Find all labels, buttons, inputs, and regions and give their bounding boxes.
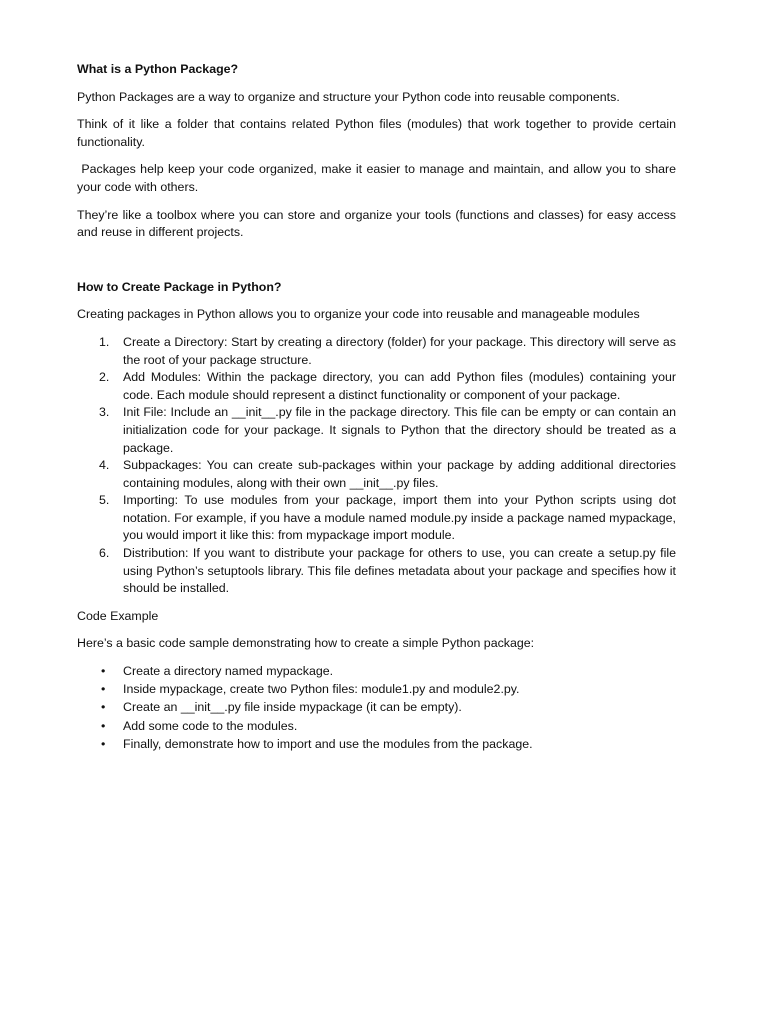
- bullet-list: [77, 663, 676, 753]
- list-item-text: Add some code to the modules.: [123, 718, 298, 733]
- bullet-icon: •: [101, 700, 106, 715]
- list-item: [77, 681, 676, 699]
- list-item: [77, 457, 676, 492]
- list-item-text: Distribution: If you want to distribute your package for others to use, you can create a setup.py file using Python’s setuptools library. This file defines metadata about your package and specifies how it should be installed.: [123, 546, 676, 596]
- spacer: [77, 252, 676, 279]
- list-item: [77, 699, 676, 717]
- document-body: [77, 61, 676, 754]
- list-item-number: 3.: [99, 405, 110, 420]
- list-item-number: 1.: [99, 334, 110, 349]
- list-item-text: Inside mypackage, create two Python files: module1.py and module2.py.: [123, 682, 520, 697]
- list-item-number: 6.: [99, 546, 110, 561]
- list-item-text: Init File: Include an __init__.py file in the package directory. This file can be empty or can contain an initialization code for your package. It signals to Python that the directory should be treated as a package.: [123, 405, 676, 455]
- list-item-number: 5.: [99, 493, 110, 508]
- paragraph: Creating packages in Python allows you to organize your code into reusable and manageable modules: [77, 307, 640, 322]
- list-item: [77, 718, 676, 736]
- list-item-text: Create a Directory: Start by creating a directory (folder) for your package. This directory will serve as the root of your package structure.: [123, 334, 676, 367]
- numbered-steps-list: [77, 334, 676, 598]
- bullet-icon: •: [101, 664, 106, 679]
- list-item: [77, 545, 676, 598]
- list-item: [77, 663, 676, 681]
- list-item-text: Create an __init__.py file inside mypackage (it can be empty).: [123, 700, 462, 715]
- list-item-number: 4.: [99, 458, 110, 473]
- list-item: [77, 736, 676, 754]
- paragraph: Here’s a basic code sample demonstrating how to create a simple Python package:: [77, 636, 535, 651]
- paragraph: They’re like a toolbox where you can store and organize your tools (functions and classes) for easy access and reuse in different projects.: [77, 207, 676, 240]
- bullet-icon: •: [101, 736, 106, 751]
- bullet-icon: •: [101, 718, 106, 733]
- list-item-text: Finally, demonstrate how to import and use the modules from the package.: [123, 736, 533, 751]
- section-heading-how-to-create: How to Create Package in Python?: [77, 279, 282, 294]
- bullet-icon: •: [101, 682, 106, 697]
- list-item: [77, 404, 676, 457]
- list-item-text: Add Modules: Within the package directory, you can add Python files (modules) containing your code. Each module should represent a distinct functionality or component of your package.: [123, 370, 676, 402]
- list-item-text: Subpackages: You can create sub-packages within your package by adding additional directories containing modules, along with their own __init__.py files.: [123, 458, 676, 490]
- list-item-number: 2.: [99, 370, 110, 385]
- paragraph: Packages help keep your code organized, make it easier to manage and maintain, and allow you to share your code with others.: [77, 162, 676, 194]
- list-item: [77, 369, 676, 404]
- paragraph: Think of it like a folder that contains related Python files (modules) that work together to provide certain functionality.: [77, 117, 676, 149]
- section-heading-what-is-package: What is a Python Package?: [77, 62, 239, 76]
- list-item: [77, 334, 676, 369]
- code-example-label: Code Example: [77, 608, 159, 623]
- paragraph: Python Packages are a way to organize and structure your Python code into reusable components.: [77, 89, 620, 104]
- list-item: [77, 492, 676, 545]
- list-item-text: Create a directory named mypackage.: [123, 664, 334, 679]
- list-item-text: Importing: To use modules from your package, import them into your Python scripts using dot notation. For example, if you have a module named module.py inside a package named mypackage, you would import it like this: from mypackage import module.: [123, 493, 676, 543]
